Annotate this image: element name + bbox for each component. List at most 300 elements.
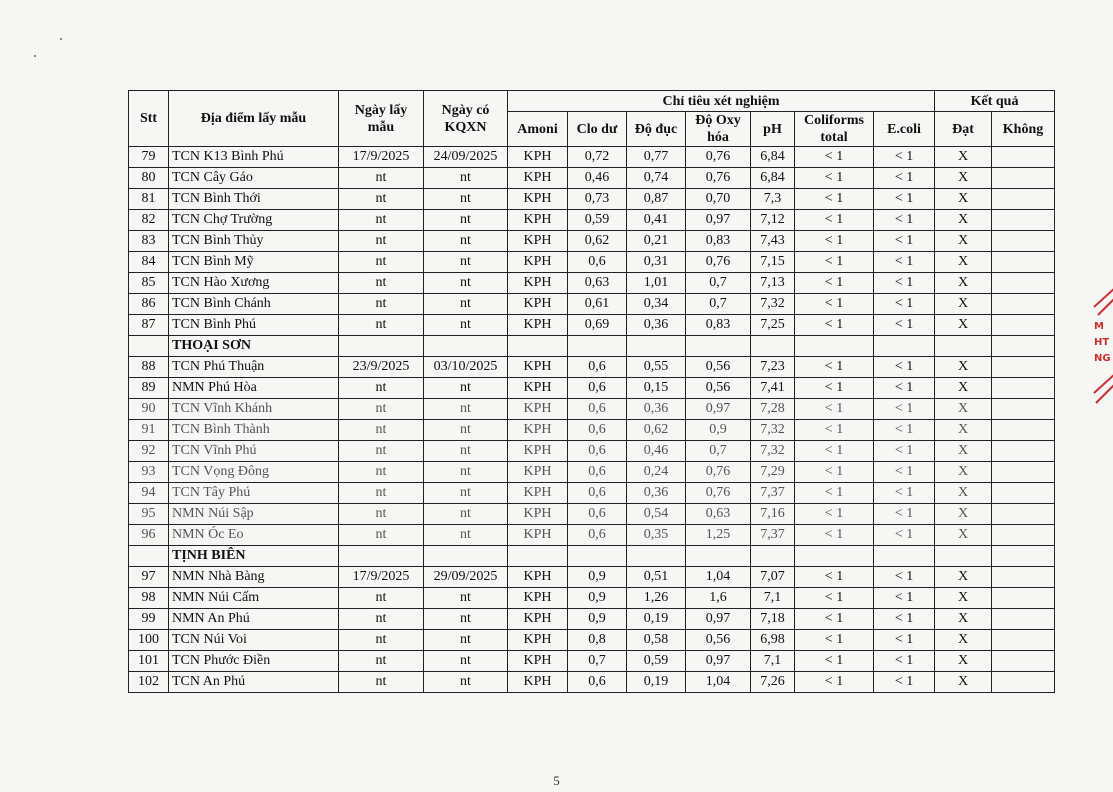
cell-clo: 0,62 — [568, 231, 627, 252]
empty-cell — [339, 546, 424, 567]
cell-pass: X — [935, 399, 992, 420]
cell-sample-date: nt — [339, 294, 424, 315]
cell-result-date: nt — [424, 441, 508, 462]
cell-location: TCN Vĩnh Khánh — [169, 399, 339, 420]
cell-ph: 6,98 — [751, 630, 795, 651]
cell-location: TCN An Phú — [169, 672, 339, 693]
cell-ecoli: < 1 — [874, 189, 935, 210]
cell-clo: 0,6 — [568, 483, 627, 504]
table-body — [129, 147, 1055, 693]
cell-location: TCN Bình Mỹ — [169, 252, 339, 273]
cell-ecoli: < 1 — [874, 168, 935, 189]
cell-ecoli: < 1 — [874, 252, 935, 273]
cell-duc: 1,26 — [627, 588, 686, 609]
cell-oxy: 0,76 — [686, 483, 751, 504]
header-amoni: Amoni — [508, 112, 568, 147]
cell-location: TCN Bình Phú — [169, 315, 339, 336]
cell-clo: 0,9 — [568, 609, 627, 630]
cell-coliforms: < 1 — [795, 210, 874, 231]
cell-result-date: nt — [424, 189, 508, 210]
cell-location: NMN Núi Cấm — [169, 588, 339, 609]
cell-coliforms: < 1 — [795, 294, 874, 315]
cell-fail — [992, 588, 1055, 609]
cell-clo: 0,6 — [568, 441, 627, 462]
cell-ph: 7,3 — [751, 189, 795, 210]
cell-result-date: nt — [424, 525, 508, 546]
cell-coliforms: < 1 — [795, 315, 874, 336]
empty-cell — [751, 546, 795, 567]
cell-duc: 0,24 — [627, 462, 686, 483]
cell-ph: 6,84 — [751, 168, 795, 189]
cell-ph: 7,1 — [751, 588, 795, 609]
cell-pass: X — [935, 315, 992, 336]
cell-stt: 99 — [129, 609, 169, 630]
page-number: 5 — [553, 773, 560, 788]
cell-location: NMN Nhà Bàng — [169, 567, 339, 588]
table-row — [129, 210, 1055, 231]
cell-duc: 0,59 — [627, 651, 686, 672]
cell-sample-date: nt — [339, 630, 424, 651]
header-duc: Độ đục — [627, 112, 686, 147]
header-ecoli: E.coli — [874, 112, 935, 147]
cell-result-date: 24/09/2025 — [424, 147, 508, 168]
cell-coliforms: < 1 — [795, 630, 874, 651]
cell-pass: X — [935, 294, 992, 315]
stamp-seal — [1088, 285, 1113, 415]
cell-coliforms: < 1 — [795, 252, 874, 273]
cell-sample-date: nt — [339, 672, 424, 693]
cell-duc: 0,19 — [627, 672, 686, 693]
cell-clo: 0,6 — [568, 525, 627, 546]
empty-cell — [874, 336, 935, 357]
cell-duc: 0,31 — [627, 252, 686, 273]
cell-ecoli: < 1 — [874, 588, 935, 609]
cell-oxy: 0,76 — [686, 462, 751, 483]
cell-amoni: KPH — [508, 231, 568, 252]
red-stamp-fragment — [1088, 285, 1113, 415]
cell-ph: 7,41 — [751, 378, 795, 399]
cell-duc: 0,35 — [627, 525, 686, 546]
table-row — [129, 504, 1055, 525]
empty-cell — [686, 336, 751, 357]
cell-pass: X — [935, 273, 992, 294]
cell-stt: 98 — [129, 588, 169, 609]
table-row — [129, 378, 1055, 399]
cell-ph: 7,25 — [751, 315, 795, 336]
cell-amoni: KPH — [508, 609, 568, 630]
cell-oxy: 1,04 — [686, 672, 751, 693]
header-result-group: Kết quả — [935, 91, 1055, 112]
cell-fail — [992, 357, 1055, 378]
cell-ecoli: < 1 — [874, 483, 935, 504]
cell-pass: X — [935, 567, 992, 588]
cell-location: TCN Bình Thủy — [169, 231, 339, 252]
cell-stt: 94 — [129, 483, 169, 504]
header-row-1 — [129, 91, 1055, 112]
table-row — [129, 168, 1055, 189]
cell-duc: 0,62 — [627, 420, 686, 441]
cell-ecoli: < 1 — [874, 462, 935, 483]
empty-cell — [795, 336, 874, 357]
cell-oxy: 0,56 — [686, 357, 751, 378]
cell-pass: X — [935, 651, 992, 672]
header-result-date: Ngày có KQXN — [424, 91, 508, 147]
cell-amoni: KPH — [508, 420, 568, 441]
cell-oxy: 0,56 — [686, 378, 751, 399]
cell-amoni: KPH — [508, 630, 568, 651]
cell-amoni: KPH — [508, 357, 568, 378]
cell-stt: 81 — [129, 189, 169, 210]
cell-amoni: KPH — [508, 483, 568, 504]
cell-ecoli: < 1 — [874, 420, 935, 441]
cell-ph: 7,37 — [751, 525, 795, 546]
cell-ph: 7,16 — [751, 504, 795, 525]
cell-location: NMN An Phú — [169, 609, 339, 630]
cell-oxy: 0,76 — [686, 168, 751, 189]
cell-sample-date: nt — [339, 168, 424, 189]
cell-fail — [992, 231, 1055, 252]
cell-result-date: nt — [424, 168, 508, 189]
cell-clo: 0,73 — [568, 189, 627, 210]
cell-pass: X — [935, 504, 992, 525]
cell-clo: 0,6 — [568, 399, 627, 420]
table-row — [129, 420, 1055, 441]
cell-location: TCN Chợ Trường — [169, 210, 339, 231]
cell-stt: 82 — [129, 210, 169, 231]
cell-stt: 80 — [129, 168, 169, 189]
cell-oxy: 0,97 — [686, 210, 751, 231]
cell-ecoli: < 1 — [874, 147, 935, 168]
table-row — [129, 630, 1055, 651]
cell-pass: X — [935, 168, 992, 189]
cell-location: TCN Bình Thới — [169, 189, 339, 210]
cell-fail — [992, 147, 1055, 168]
cell-pass: X — [935, 441, 992, 462]
header-coliforms: Coliforms total — [795, 112, 874, 147]
cell-oxy: 0,97 — [686, 651, 751, 672]
table-row — [129, 588, 1055, 609]
cell-oxy: 0,83 — [686, 315, 751, 336]
cell-oxy: 0,56 — [686, 630, 751, 651]
empty-cell — [129, 336, 169, 357]
cell-clo: 0,6 — [568, 672, 627, 693]
cell-sample-date: nt — [339, 315, 424, 336]
table-row — [129, 567, 1055, 588]
cell-location: TCN Vĩnh Phú — [169, 441, 339, 462]
empty-cell — [992, 336, 1055, 357]
cell-coliforms: < 1 — [795, 651, 874, 672]
cell-ecoli: < 1 — [874, 525, 935, 546]
cell-amoni: KPH — [508, 651, 568, 672]
empty-cell — [751, 336, 795, 357]
table-row — [129, 441, 1055, 462]
cell-fail — [992, 294, 1055, 315]
cell-oxy: 0,97 — [686, 399, 751, 420]
cell-sample-date: nt — [339, 525, 424, 546]
cell-location: TCN Tây Phú — [169, 483, 339, 504]
cell-ecoli: < 1 — [874, 567, 935, 588]
cell-clo: 0,9 — [568, 588, 627, 609]
cell-clo: 0,69 — [568, 315, 627, 336]
cell-stt: 91 — [129, 420, 169, 441]
cell-stt: 89 — [129, 378, 169, 399]
cell-amoni: KPH — [508, 462, 568, 483]
cell-oxy: 0,76 — [686, 147, 751, 168]
cell-sample-date: 17/9/2025 — [339, 567, 424, 588]
cell-amoni: KPH — [508, 378, 568, 399]
cell-ph: 7,26 — [751, 672, 795, 693]
cell-duc: 0,87 — [627, 189, 686, 210]
cell-ph: 7,43 — [751, 231, 795, 252]
cell-oxy: 0,7 — [686, 441, 751, 462]
cell-amoni: KPH — [508, 441, 568, 462]
empty-cell — [627, 336, 686, 357]
cell-duc: 0,58 — [627, 630, 686, 651]
cell-result-date: nt — [424, 231, 508, 252]
table-row — [129, 315, 1055, 336]
cell-ph: 7,23 — [751, 357, 795, 378]
cell-clo: 0,6 — [568, 420, 627, 441]
empty-cell — [686, 546, 751, 567]
district-group-row — [129, 336, 1055, 357]
cell-sample-date: nt — [339, 441, 424, 462]
cell-location: TCN K13 Bình Phú — [169, 147, 339, 168]
cell-pass: X — [935, 483, 992, 504]
cell-result-date: 03/10/2025 — [424, 357, 508, 378]
cell-ph: 7,1 — [751, 651, 795, 672]
cell-pass: X — [935, 672, 992, 693]
water-test-results-table — [128, 90, 1055, 693]
cell-amoni: KPH — [508, 525, 568, 546]
empty-cell — [992, 546, 1055, 567]
cell-ecoli: < 1 — [874, 441, 935, 462]
cell-pass: X — [935, 630, 992, 651]
table-row — [129, 273, 1055, 294]
scan-speck — [34, 55, 36, 57]
cell-stt: 97 — [129, 567, 169, 588]
cell-coliforms: < 1 — [795, 147, 874, 168]
cell-duc: 0,36 — [627, 315, 686, 336]
cell-amoni: KPH — [508, 252, 568, 273]
cell-clo: 0,7 — [568, 651, 627, 672]
header-oxy: Độ Oxy hóa — [686, 112, 751, 147]
cell-coliforms: < 1 — [795, 588, 874, 609]
cell-location: TCN Vọng Đông — [169, 462, 339, 483]
cell-coliforms: < 1 — [795, 231, 874, 252]
cell-stt: 88 — [129, 357, 169, 378]
cell-oxy: 1,25 — [686, 525, 751, 546]
cell-result-date: nt — [424, 630, 508, 651]
table-row — [129, 525, 1055, 546]
table-row — [129, 189, 1055, 210]
cell-ph: 7,32 — [751, 420, 795, 441]
cell-ecoli: < 1 — [874, 651, 935, 672]
stamp-text-2: HT — [1094, 337, 1110, 348]
cell-sample-date: nt — [339, 399, 424, 420]
cell-coliforms: < 1 — [795, 609, 874, 630]
cell-result-date: nt — [424, 651, 508, 672]
cell-fail — [992, 378, 1055, 399]
header-indicators-group: Chỉ tiêu xét nghiệm — [508, 91, 935, 112]
cell-coliforms: < 1 — [795, 399, 874, 420]
cell-location: TCN Phước Điền — [169, 651, 339, 672]
cell-duc: 0,34 — [627, 294, 686, 315]
cell-pass: X — [935, 147, 992, 168]
cell-pass: X — [935, 462, 992, 483]
cell-pass: X — [935, 378, 992, 399]
cell-fail — [992, 483, 1055, 504]
cell-stt: 102 — [129, 672, 169, 693]
cell-fail — [992, 315, 1055, 336]
cell-oxy: 0,97 — [686, 609, 751, 630]
cell-result-date: nt — [424, 252, 508, 273]
cell-location: TCN Hào Xương — [169, 273, 339, 294]
cell-amoni: KPH — [508, 168, 568, 189]
stamp-text-3: NG — [1094, 353, 1111, 364]
cell-sample-date: nt — [339, 609, 424, 630]
header-fail: Không — [992, 112, 1055, 147]
cell-sample-date: nt — [339, 651, 424, 672]
empty-cell — [339, 336, 424, 357]
cell-fail — [992, 273, 1055, 294]
cell-clo: 0,9 — [568, 567, 627, 588]
empty-cell — [627, 546, 686, 567]
cell-pass: X — [935, 525, 992, 546]
cell-duc: 0,41 — [627, 210, 686, 231]
cell-coliforms: < 1 — [795, 525, 874, 546]
table-row — [129, 672, 1055, 693]
cell-coliforms: < 1 — [795, 189, 874, 210]
table-row — [129, 609, 1055, 630]
cell-pass: X — [935, 588, 992, 609]
cell-amoni: KPH — [508, 189, 568, 210]
cell-amoni: KPH — [508, 588, 568, 609]
cell-ph: 7,32 — [751, 294, 795, 315]
cell-result-date: nt — [424, 609, 508, 630]
cell-ph: 7,12 — [751, 210, 795, 231]
cell-fail — [992, 210, 1055, 231]
table-row — [129, 483, 1055, 504]
cell-oxy: 0,76 — [686, 252, 751, 273]
cell-duc: 0,74 — [627, 168, 686, 189]
cell-clo: 0,6 — [568, 462, 627, 483]
cell-coliforms: < 1 — [795, 378, 874, 399]
cell-duc: 0,19 — [627, 609, 686, 630]
cell-pass: X — [935, 252, 992, 273]
empty-cell — [424, 336, 508, 357]
cell-clo: 0,59 — [568, 210, 627, 231]
cell-fail — [992, 441, 1055, 462]
cell-amoni: KPH — [508, 210, 568, 231]
cell-duc: 0,51 — [627, 567, 686, 588]
cell-ecoli: < 1 — [874, 672, 935, 693]
cell-coliforms: < 1 — [795, 672, 874, 693]
cell-amoni: KPH — [508, 315, 568, 336]
cell-location: NMN Núi Sập — [169, 504, 339, 525]
cell-ph: 7,15 — [751, 252, 795, 273]
header-stt: Stt — [129, 91, 169, 147]
cell-stt: 87 — [129, 315, 169, 336]
cell-sample-date: nt — [339, 252, 424, 273]
cell-clo: 0,61 — [568, 294, 627, 315]
empty-cell — [935, 336, 992, 357]
empty-cell — [568, 546, 627, 567]
cell-amoni: KPH — [508, 273, 568, 294]
cell-ecoli: < 1 — [874, 294, 935, 315]
cell-location: TCN Núi Voi — [169, 630, 339, 651]
header-location: Địa điểm lấy mẫu — [169, 91, 339, 147]
cell-ph: 7,18 — [751, 609, 795, 630]
cell-amoni: KPH — [508, 399, 568, 420]
empty-cell — [508, 336, 568, 357]
header-clo: Clo dư — [568, 112, 627, 147]
cell-fail — [992, 504, 1055, 525]
cell-clo: 0,6 — [568, 252, 627, 273]
cell-result-date: 29/09/2025 — [424, 567, 508, 588]
cell-duc: 0,77 — [627, 147, 686, 168]
cell-amoni: KPH — [508, 672, 568, 693]
table-row — [129, 252, 1055, 273]
empty-cell — [935, 546, 992, 567]
cell-ecoli: < 1 — [874, 609, 935, 630]
cell-clo: 0,72 — [568, 147, 627, 168]
cell-amoni: KPH — [508, 567, 568, 588]
cell-stt: 100 — [129, 630, 169, 651]
cell-sample-date: nt — [339, 210, 424, 231]
cell-amoni: KPH — [508, 147, 568, 168]
cell-coliforms: < 1 — [795, 441, 874, 462]
cell-sample-date: nt — [339, 420, 424, 441]
cell-clo: 0,63 — [568, 273, 627, 294]
cell-sample-date: nt — [339, 483, 424, 504]
cell-sample-date: nt — [339, 189, 424, 210]
table-row — [129, 462, 1055, 483]
cell-ecoli: < 1 — [874, 210, 935, 231]
cell-clo: 0,6 — [568, 357, 627, 378]
cell-ph: 7,07 — [751, 567, 795, 588]
cell-stt: 95 — [129, 504, 169, 525]
cell-coliforms: < 1 — [795, 567, 874, 588]
cell-result-date: nt — [424, 378, 508, 399]
cell-coliforms: < 1 — [795, 357, 874, 378]
cell-fail — [992, 189, 1055, 210]
cell-amoni: KPH — [508, 504, 568, 525]
cell-location: TCN Bình Thành — [169, 420, 339, 441]
cell-stt: 93 — [129, 462, 169, 483]
cell-result-date: nt — [424, 273, 508, 294]
cell-fail — [992, 420, 1055, 441]
cell-fail — [992, 525, 1055, 546]
cell-coliforms: < 1 — [795, 504, 874, 525]
cell-oxy: 1,04 — [686, 567, 751, 588]
cell-duc: 0,36 — [627, 483, 686, 504]
cell-oxy: 0,70 — [686, 189, 751, 210]
cell-stt: 85 — [129, 273, 169, 294]
cell-fail — [992, 672, 1055, 693]
cell-sample-date: nt — [339, 462, 424, 483]
cell-location: TCN Phú Thuận — [169, 357, 339, 378]
cell-location: NMN Phú Hòa — [169, 378, 339, 399]
cell-result-date: nt — [424, 588, 508, 609]
cell-ph: 7,29 — [751, 462, 795, 483]
empty-cell — [568, 336, 627, 357]
table-row — [129, 147, 1055, 168]
cell-duc: 0,15 — [627, 378, 686, 399]
cell-location: NMN Óc Eo — [169, 525, 339, 546]
header-pass: Đạt — [935, 112, 992, 147]
cell-oxy: 0,7 — [686, 294, 751, 315]
district-label: TỊNH BIÊN — [169, 546, 339, 567]
